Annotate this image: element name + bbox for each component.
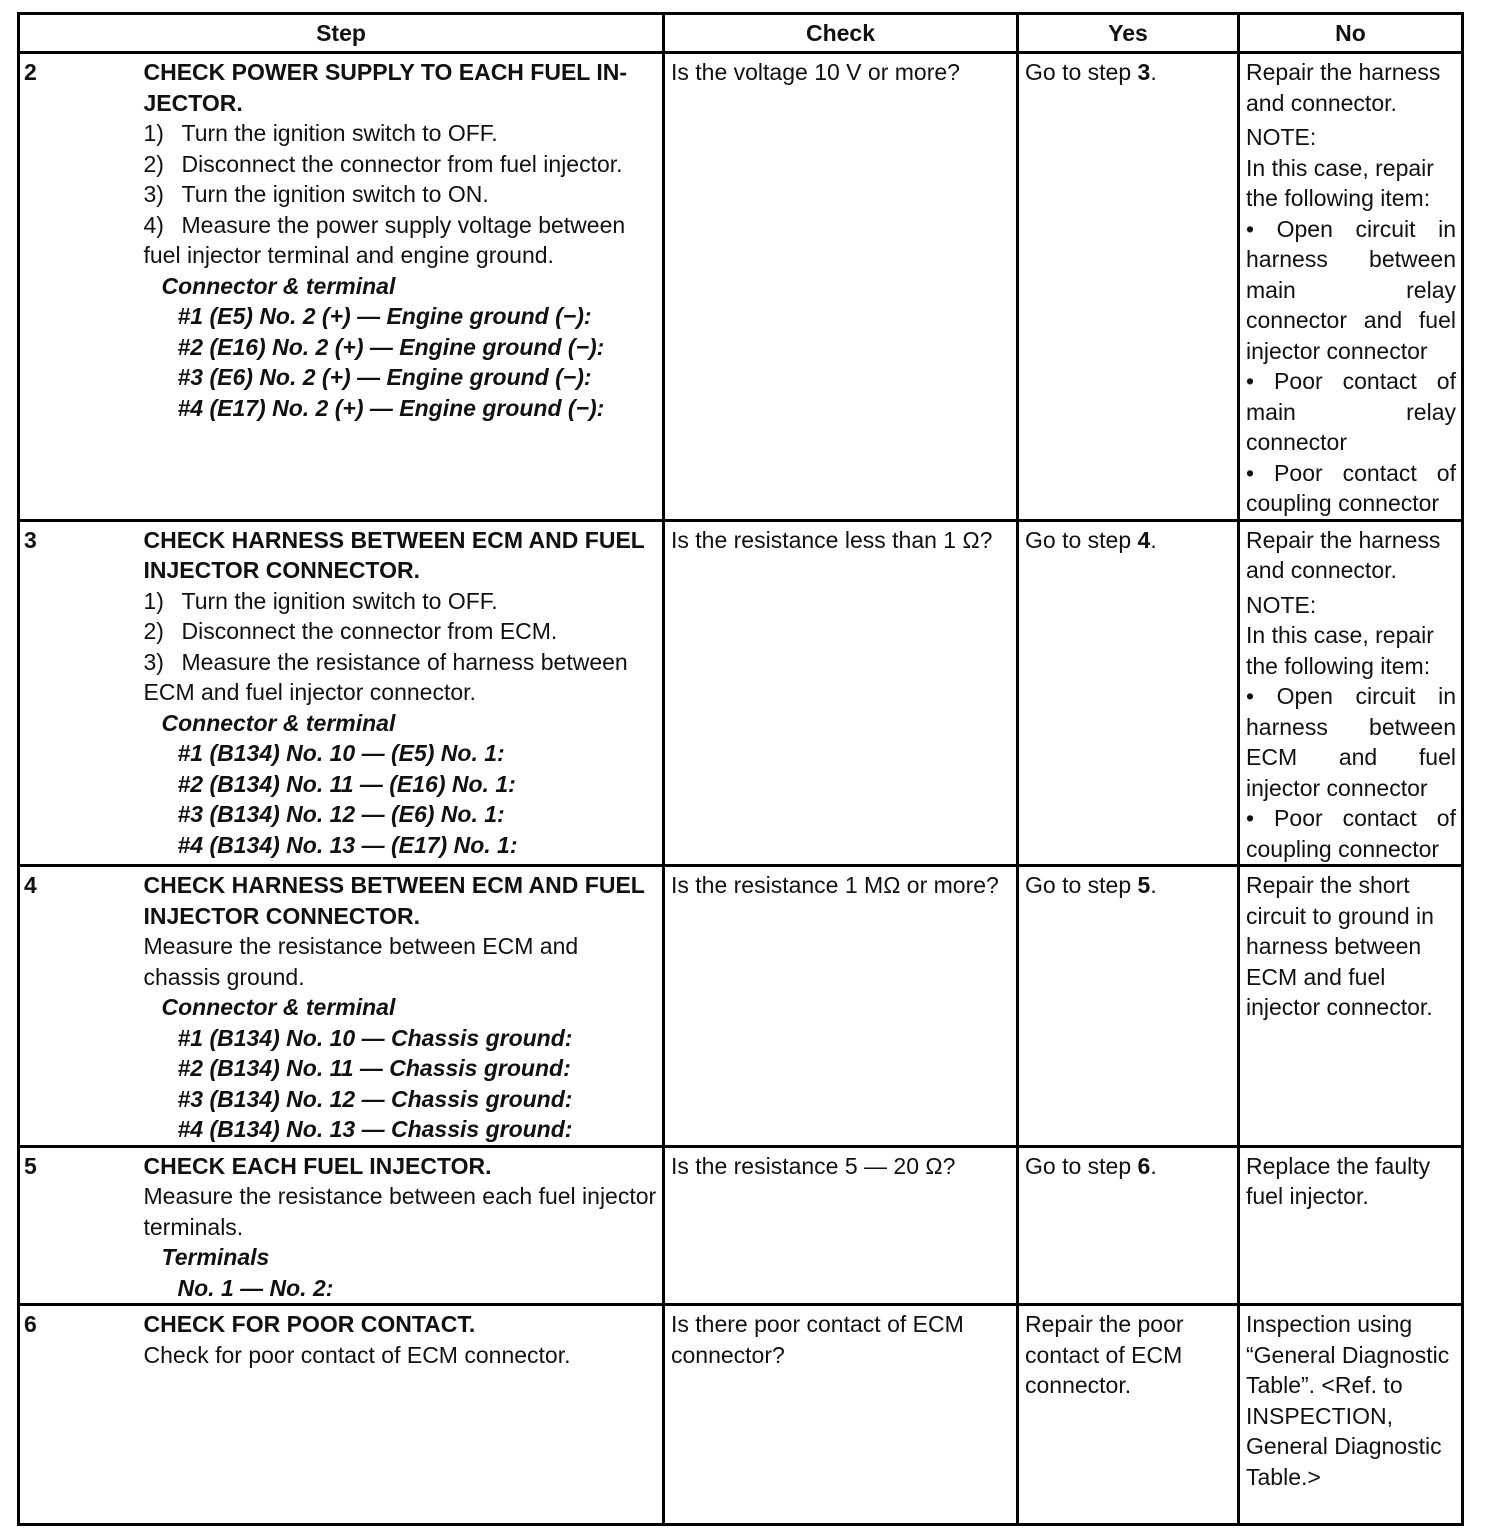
no-cell: Inspection using “General Diagnostic Table”. <Ref. to INSPECTION, General Diagnostic Table.> [1239, 1305, 1463, 1525]
substep: 1) Turn the ignition switch to OFF. [143, 120, 498, 146]
step-cell [140, 1146, 664, 1305]
check-cell: Is the resistance 1 MΩ or more? [664, 866, 1018, 1147]
header-row [19, 14, 1463, 53]
no-cell: Replace the faulty fuel injector. [1239, 1146, 1463, 1305]
note-label: NOTE: [1246, 124, 1317, 150]
bullet-item: • Poor contact of main relay connector [1246, 368, 1456, 455]
bullet-item: • Open circuit in harness between main relay connector and fuel injector connector [1246, 215, 1456, 364]
spec-heading: Terminals [161, 1244, 270, 1270]
step-cell [140, 53, 664, 521]
check-cell: Is the resistance less than 1 Ω? [664, 520, 1018, 866]
spec-line: #2 (B134) No. 11 — Chassis ground: [177, 1055, 571, 1081]
step-link: 3 [1137, 59, 1151, 85]
step-cell [140, 866, 664, 1147]
spec-line: #4 (E17) No. 2 (+) — Engine ground (−): [177, 394, 605, 421]
note-label: NOTE: [1246, 591, 1317, 618]
spec-line: #3 (E6) No. 2 (+) — Engine ground (−): [177, 364, 592, 390]
spec-line: #4 (B134) No. 13 — (E17) No. 1: [177, 831, 518, 858]
spec-line: #1 (B134) No. 10 — Chassis ground: [177, 1024, 573, 1051]
spec-line: #4 (B134) No. 13 — Chassis ground: [177, 1116, 573, 1142]
no-main: Repair the harness and connector. [1246, 59, 1441, 116]
spec-line: #2 (E16) No. 2 (+) — Engine ground (−): [177, 333, 605, 360]
check-cell: Is there poor contact of ECM connector? [664, 1305, 1018, 1525]
step-number: 4 [19, 866, 140, 1147]
table-row [19, 520, 1463, 866]
substep: 1) Turn the ignition switch to OFF. [143, 587, 498, 614]
step-number: 3 [19, 520, 140, 866]
table-row [19, 53, 1463, 521]
yes-cell: Go to step 3. [1018, 53, 1239, 521]
spec-heading: Connector & terminal [161, 994, 396, 1020]
header-yes: Yes [1018, 14, 1239, 53]
step-number: 6 [19, 1305, 140, 1525]
table-row [19, 1305, 1463, 1525]
no-cell [1239, 520, 1463, 866]
spec-heading: Connector & terminal [161, 709, 396, 736]
diagnostic-table [17, 12, 1464, 1526]
spec-line: #3 (B134) No. 12 — (E6) No. 1: [177, 801, 505, 827]
bullet-item: • Poor contact of coupling connector [1246, 805, 1456, 862]
no-cell [1239, 53, 1463, 521]
step-cell [140, 520, 664, 866]
table-row [19, 866, 1463, 1147]
no-main: Repair the harness and connector. [1246, 526, 1441, 583]
step-link: 4 [1137, 526, 1151, 553]
note-text: In this case, repair the following item: [1246, 622, 1434, 679]
step-title: CHECK EACH FUEL INJECTOR. [143, 1152, 492, 1179]
spec-line: #3 (B134) No. 12 — Chassis ground: [177, 1085, 573, 1112]
step-body: Check for poor contact of ECM connector. [143, 1341, 571, 1368]
substep: 2) Disconnect the connector from fuel injector. [143, 150, 623, 177]
yes-cell: Repair the poor contact of ECM connector. [1018, 1305, 1239, 1525]
step-number: 2 [19, 53, 140, 521]
bullet-item: • Poor contact of coupling connector [1246, 459, 1456, 516]
step-link: 5 [1137, 872, 1151, 898]
header-no: No [1239, 14, 1463, 53]
yes-cell: Go to step 6. [1018, 1146, 1239, 1305]
header-step: Step [19, 14, 664, 53]
substep: 3) Turn the ignition switch to ON. [143, 181, 489, 207]
substep: 2) Disconnect the connector from ECM. [143, 618, 558, 644]
step-number: 5 [19, 1146, 140, 1305]
substep: 4) Measure the power supply voltage between fuel injector terminal and engine ground. [143, 211, 626, 268]
table-row [19, 1146, 1463, 1305]
spec-line: #2 (B134) No. 11 — (E16) No. 1: [177, 770, 516, 797]
step-title: CHECK HARNESS BETWEEN ECM AND FUEL INJECTOR CONNECTOR. [143, 872, 645, 929]
check-cell: Is the voltage 10 V or more? [664, 53, 1018, 521]
step-cell [140, 1305, 664, 1525]
step-title: CHECK POWER SUPPLY TO EACH FUEL IN-JECTOR. [143, 59, 627, 116]
check-cell: Is the resistance 5 — 20 Ω? [664, 1146, 1018, 1305]
bullet-item: • Open circuit in harness between ECM and fuel injector connector [1246, 683, 1456, 801]
substep: 3) Measure the resistance of harness between ECM and fuel injector connector. [143, 648, 628, 705]
step-title: CHECK HARNESS BETWEEN ECM AND FUEL INJECTOR CONNECTOR. [143, 526, 645, 583]
spec-heading: Connector & terminal [161, 272, 396, 299]
yes-cell: Go to step 4. [1018, 520, 1239, 866]
step-body: Measure the resistance between each fuel injector terminals. [143, 1183, 657, 1240]
note-text: In this case, repair the following item: [1246, 154, 1434, 211]
spec-line: #1 (E5) No. 2 (+) — Engine ground (−): [177, 303, 592, 329]
spec-line: #1 (B134) No. 10 — (E5) No. 1: [177, 740, 505, 766]
header-check: Check [664, 14, 1018, 53]
step-title: CHECK FOR POOR CONTACT. [143, 1311, 476, 1337]
no-cell: Repair the short circuit to ground in harness between ECM and fuel injector connector. [1239, 866, 1463, 1147]
step-body: Measure the resistance between ECM and chassis ground. [143, 933, 579, 990]
yes-cell: Go to step 5. [1018, 866, 1239, 1147]
spec-line: No. 1 — No. 2: [177, 1274, 334, 1301]
step-link: 6 [1137, 1152, 1151, 1179]
